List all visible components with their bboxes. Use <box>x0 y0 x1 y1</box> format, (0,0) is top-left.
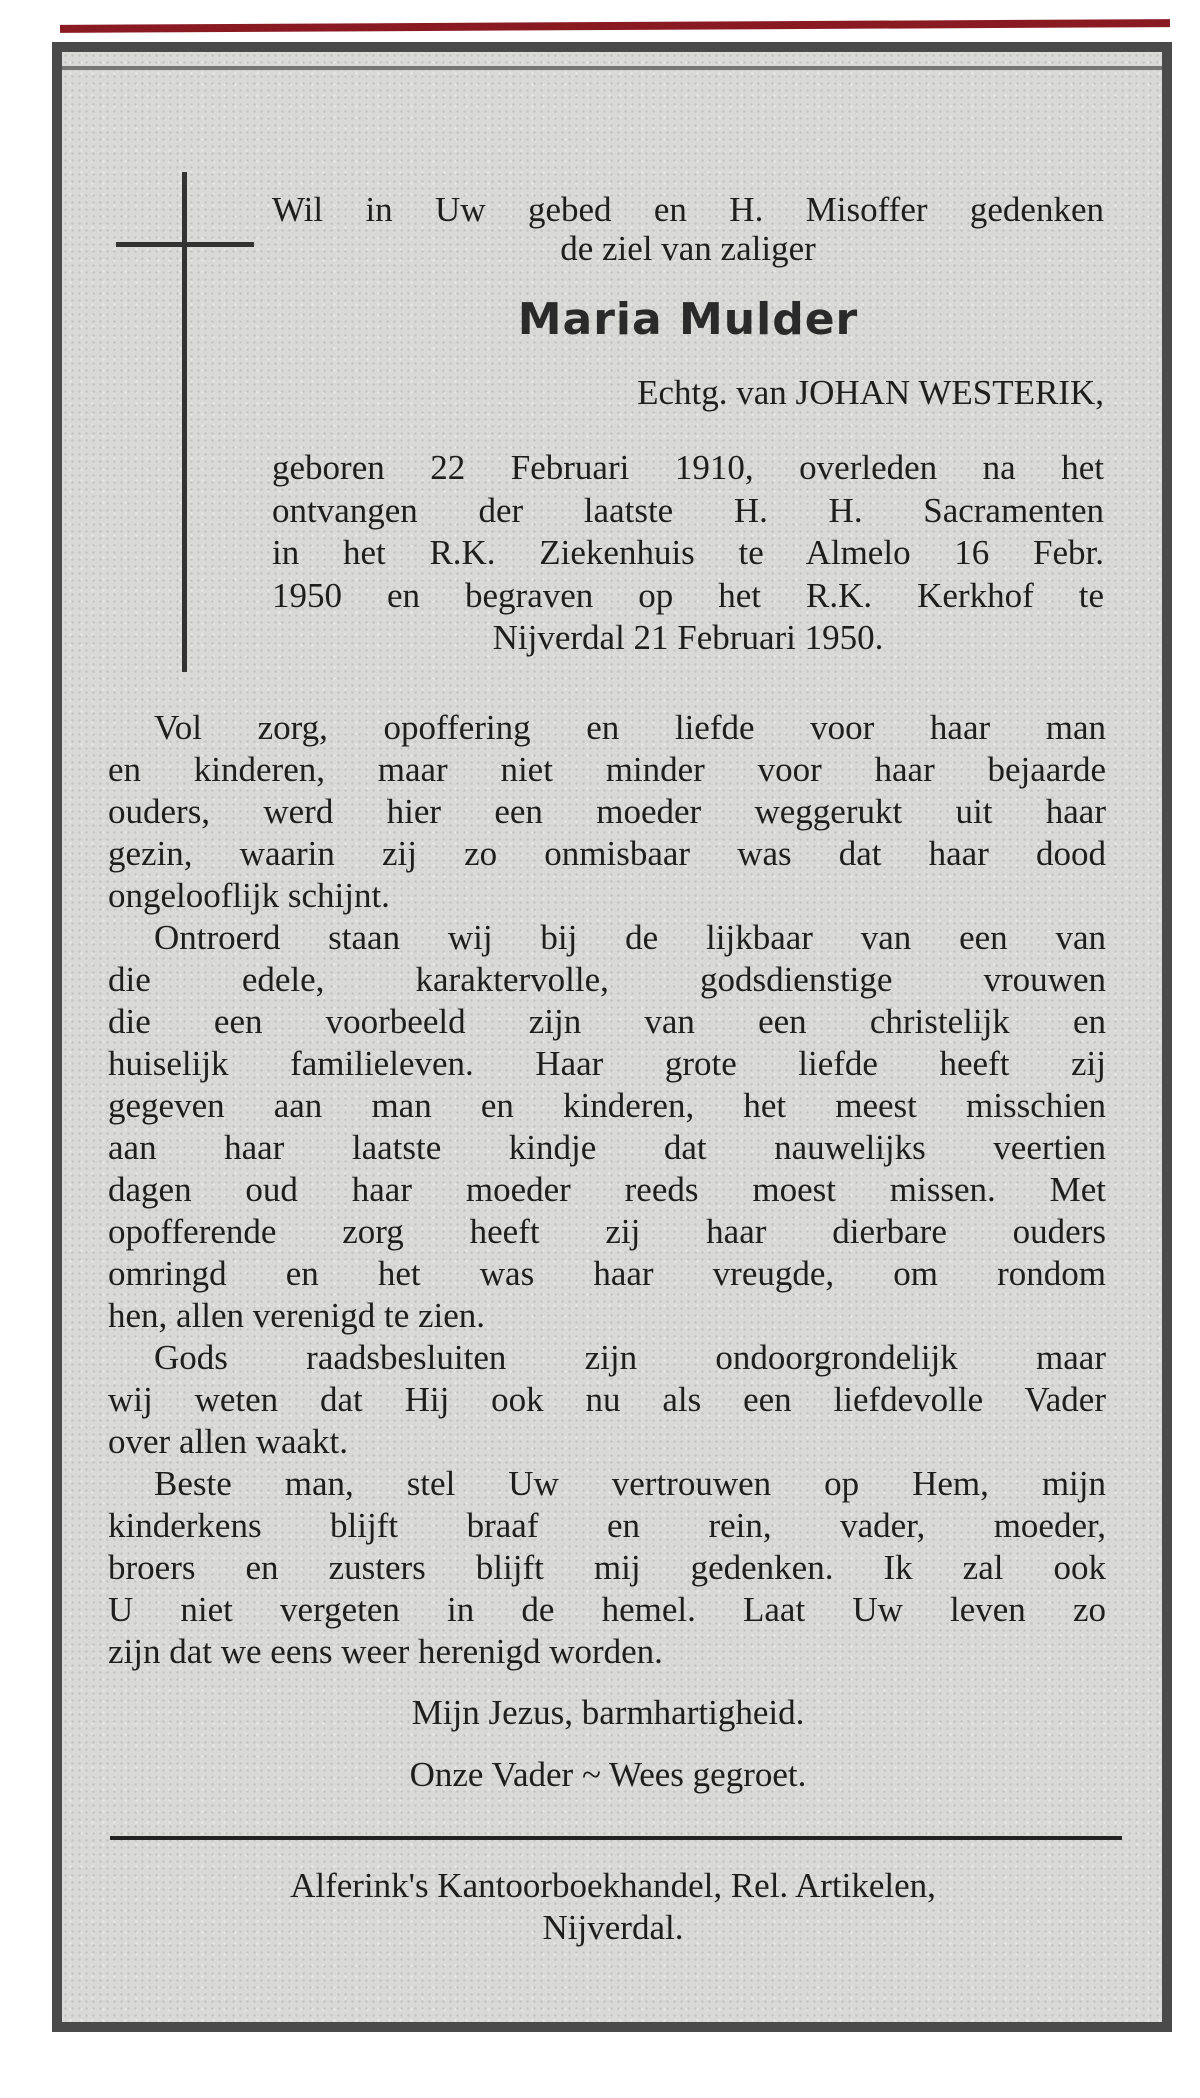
paragraph-line: Gods raadsbesluiten zijn ondoorgrondelijk maar <box>154 1338 1106 1377</box>
prayer-line: Mijn Jezus, barmhartigheid. <box>411 1693 805 1732</box>
dates-line: in het R.K. Ziekenhuis te Almelo 16 Febr. <box>272 533 1104 572</box>
paragraph-line: kinderkens blijft braaf en rein, vader, moeder, <box>108 1506 1106 1545</box>
spouse-line: Echtg. van JOHAN WESTERIK, <box>637 373 1104 412</box>
paragraph-line: opofferende zorg heeft zij haar dierbare ouders <box>108 1212 1106 1251</box>
paragraph-line: Ontroerd staan wij bij de lijkbaar van een van <box>154 918 1106 957</box>
paragraph-line: gegeven aan man en kinderen, het meest misschien <box>108 1086 1106 1125</box>
paragraph-line: ongelooflijk schijnt. <box>108 876 390 915</box>
divider <box>110 1836 1122 1840</box>
red-top-edge <box>60 19 1170 33</box>
dates-line: 1950 en begraven op het R.K. Kerkhof te <box>272 576 1104 615</box>
dates-line: geboren 22 Februari 1910, overleden na het <box>272 448 1104 487</box>
paragraph-line: aan haar laatste kindje dat nauwelijks veertien <box>108 1128 1106 1167</box>
dates-line: Nijverdal 21 Februari 1950. <box>492 618 884 657</box>
paragraph-line: broers en zusters blijft mij gedenken. Ik zal ook <box>108 1548 1106 1587</box>
paragraph-line: ouders, werd hier een moeder weggerukt uit haar <box>108 792 1106 831</box>
paragraph-line: gezin, waarin zij zo onmisbaar was dat haar dood <box>108 834 1106 873</box>
paragraph-line: over allen waakt. <box>108 1422 349 1461</box>
deceased-name: Maria Mulder <box>517 294 859 345</box>
eulogy-text <box>108 707 1106 1673</box>
paragraph-line: die edele, karaktervolle, godsdienstige vrouwen <box>108 960 1106 999</box>
paragraph-line: dagen oud haar moeder reeds moest missen. Met <box>108 1170 1106 1209</box>
printer-line: Nijverdal. <box>542 1908 684 1947</box>
dates-line: ontvangen der laatste H. H. Sacramenten <box>272 491 1104 530</box>
invocation-line-1: Wil in Uw gebed en H. Misoffer gedenken <box>272 190 1104 229</box>
paragraph-line: en kinderen, maar niet minder voor haar bejaarde <box>108 750 1106 789</box>
paragraph-line: wij weten dat Hij ook nu als een liefdevolle Vader <box>108 1380 1106 1419</box>
prayer-line: Onze Vader ~ Wees gegroet. <box>409 1755 807 1794</box>
paragraph-line: U niet vergeten in de hemel. Laat Uw leven zo <box>108 1590 1106 1629</box>
printer-line: Alferink's Kantoorboekhandel, Rel. Artikelen, <box>290 1866 936 1905</box>
invocation-line-2: de ziel van zaliger <box>560 229 816 268</box>
paragraph-line: omringd en het was haar vreugde, om rondom <box>108 1254 1106 1293</box>
paragraph-line: die een voorbeeld zijn van een christelijk en <box>108 1002 1106 1041</box>
paragraph-line: huiselijk familieleven. Haar grote liefde heeft zij <box>108 1044 1106 1083</box>
paragraph-line: zijn dat we eens weer herenigd worden. <box>108 1632 663 1671</box>
cross-icon <box>182 172 187 672</box>
paragraph-line: Beste man, stel Uw vertrouwen op Hem, mijn <box>154 1464 1106 1503</box>
paragraph-line: Vol zorg, opoffering en liefde voor haar man <box>154 708 1106 747</box>
paragraph-line: hen, allen verenigd te zien. <box>108 1296 486 1335</box>
cross-bar-icon <box>116 242 254 247</box>
